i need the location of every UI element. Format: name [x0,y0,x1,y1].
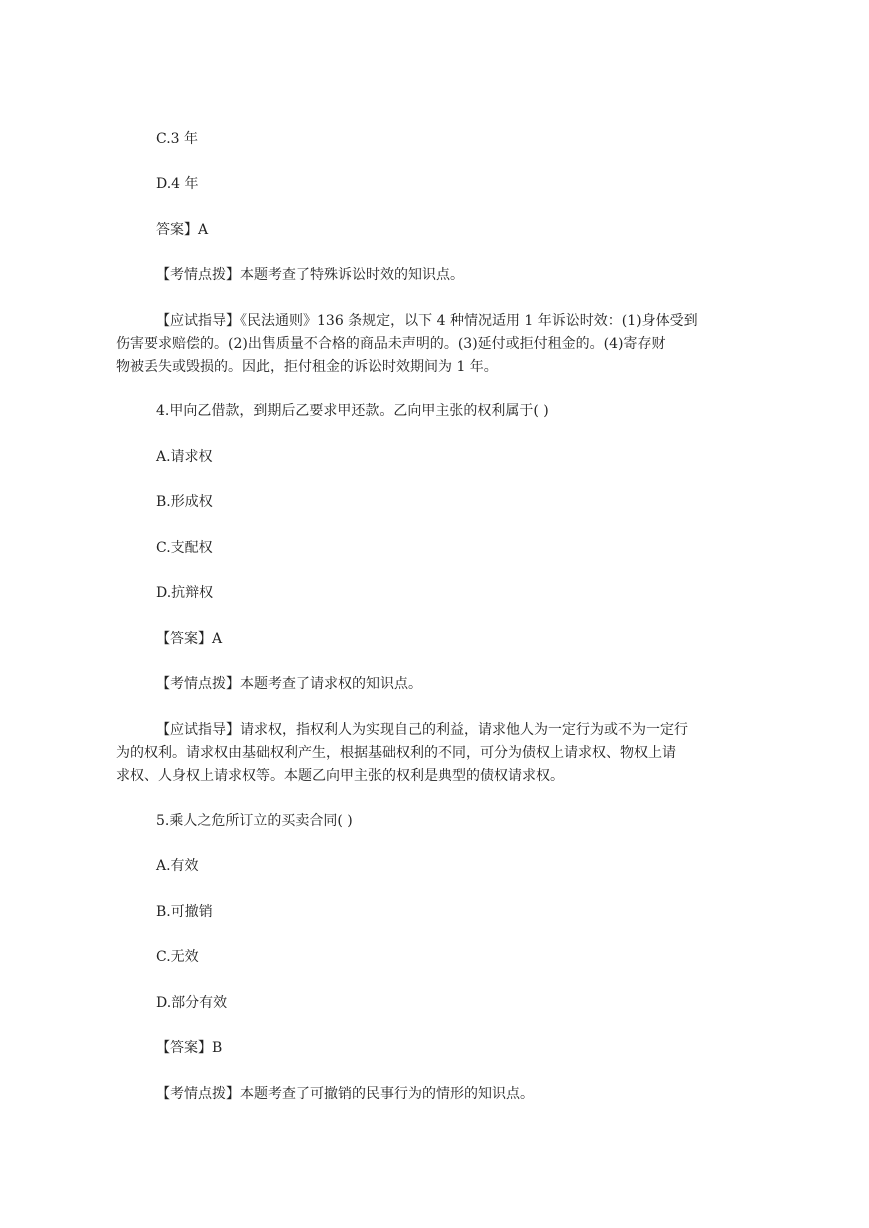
q4-guide-line-2: 为的权利。请求权由基础权利产生，根据基础权利的不同，可分为债权上请求权、物权上请 [116,745,676,761]
q4-guide-line-3: 求权、人身权上请求权等。本题乙向甲主张的权利是典型的债权请求权。 [116,768,564,784]
q4-option-b: B.形成权 [156,494,213,510]
q3-guide [116,310,778,379]
q3-guide-line-2: 伤害要求赔偿的。(2)出售质量不合格的商品未声明的。(3)延付或拒付租金的。(4)寄存财 [116,336,666,352]
q3-answer: 答案】A [156,222,209,238]
q4-question: 4.甲向乙借款，到期后乙要求甲还款。乙向甲主张的权利属于( ) [156,403,549,419]
q4-guide-line-1: 【应试指导】请求权，指权利人为实现自己的利益，请求他人为一定行为或不为一定行 [156,722,688,738]
q4-option-d: D.抗辩权 [156,585,214,601]
q4-option-c: C.支配权 [156,540,213,556]
q3-option-c: C.3 年 [156,131,199,147]
q3-point: 【考情点拨】本题考查了特殊诉讼时效的知识点。 [156,267,464,283]
q5-option-d: D.部分有效 [156,995,228,1011]
q5-option-a: A.有效 [156,858,199,874]
q3-guide-line-1: 【应试指导】《民法通则》136 条规定，以下 4 种情况适用 1 年诉讼时效：(1)身体受到 [156,313,698,329]
q4-option-a: A.请求权 [156,449,213,465]
q4-point: 【考情点拨】本题考查了请求权的知识点。 [156,676,422,692]
q5-option-c: C.无效 [156,949,199,965]
q3-option-d: D.4 年 [156,176,199,192]
q4-guide [116,719,778,788]
q3-guide-line-3: 物被丢失或毁损的。因此，拒付租金的诉讼时效期间为 1 年。 [116,359,498,375]
q5-question: 5.乘人之危所订立的买卖合同( ) [156,813,353,829]
q5-point: 【考情点拨】本题考查了可撤销的民事行为的情形的知识点。 [156,1086,534,1102]
q5-option-b: B.可撤销 [156,904,213,920]
q4-answer: 【答案】A [156,631,223,647]
q5-answer: 【答案】B [156,1040,223,1056]
